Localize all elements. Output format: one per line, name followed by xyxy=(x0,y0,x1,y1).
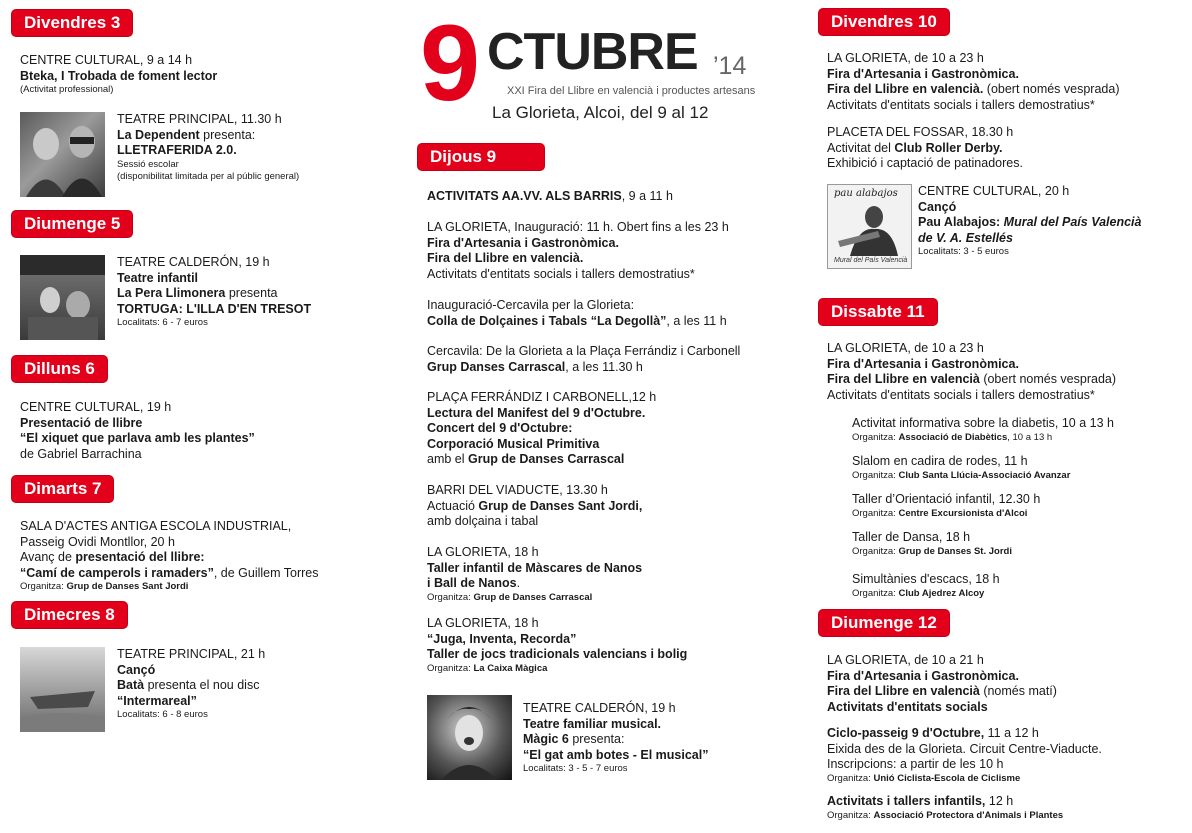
event-title: “El xiquet que parlava amb les plantes” xyxy=(20,431,255,445)
event-teatre-calderon-gat xyxy=(523,701,708,775)
event-title: Fira d'Artesania i Gastronòmica. xyxy=(827,668,1019,683)
event-teatre-calderon-tortuga xyxy=(117,255,311,329)
event-text: presenta xyxy=(225,286,278,300)
event-tallers-infantils xyxy=(827,794,1063,822)
event-centre-cultural-bteka xyxy=(20,53,217,96)
header-subtitle: XXI Fira del Llibre en valencià i productes artesans xyxy=(507,85,756,97)
event-title: “Camí de camperols i ramaders” xyxy=(20,565,214,580)
event-title: Colla de Dolçaines i Tabals “La Degollà” xyxy=(427,313,667,328)
event-text: Eixida des de la Glorieta. Circuit Centre-Viaducte. xyxy=(827,741,1102,756)
event-ciclo-passeig xyxy=(827,726,1102,785)
event-text: (només matí) xyxy=(979,684,1057,698)
organizer-name: Associació de Diabètics xyxy=(898,431,1008,443)
event-title: Fira del Llibre en valencià xyxy=(827,372,980,386)
organizer-label: Organitza: xyxy=(852,587,899,599)
event-text: (obert només vesprada) xyxy=(979,372,1117,386)
event-time: 12 h xyxy=(985,794,1014,808)
sub-event-title: Slalom en cadira de rodes, 11 h xyxy=(852,454,1028,468)
organizer-name: Grup de Danses St. Jordi xyxy=(898,545,1012,557)
people-photo-icon xyxy=(20,112,105,197)
day-tag-dijous-9: Dijous 9 xyxy=(418,144,544,170)
event-venue: LA GLORIETA, 18 h xyxy=(427,545,539,559)
photo-lletraferida xyxy=(20,112,105,197)
event-company: Batà xyxy=(117,678,145,692)
photo-intermareal xyxy=(20,647,105,732)
event-title: Grup Danses Carrascal xyxy=(427,359,566,374)
event-title: Fira d'Artesania i Gastronòmica. xyxy=(427,235,619,250)
event-glorieta-diumenge xyxy=(827,653,1057,715)
event-venue: TEATRE PRINCIPAL, 21 h xyxy=(117,647,266,661)
event-genre: Teatre infantil xyxy=(117,270,199,285)
event-time: 11 a 12 h xyxy=(984,726,1039,740)
event-company: Club Roller Derby. xyxy=(894,140,1003,155)
event-genre: Teatre familiar musical. xyxy=(523,716,662,731)
event-taller-nanos xyxy=(427,545,642,604)
event-company: La Pera Llimonera xyxy=(117,286,226,300)
day-tag-dissabte-11: Dissabte 11 xyxy=(819,299,937,325)
event-time: , 9 a 11 h xyxy=(621,189,673,203)
event-note: (Activitat professional) xyxy=(20,84,114,95)
event-juga-inventa xyxy=(427,616,687,675)
event-company: Grup de Danses Sant Jordi, xyxy=(478,498,643,513)
organizer-name: La Caixa Màgica xyxy=(473,662,548,674)
event-title: Fira del Llibre en valencià xyxy=(827,684,980,698)
event-venue: PLAÇA FERRÁNDIZ I CARBONELL,12 h xyxy=(427,390,657,404)
event-title: TORTUGA: L'ILLA D'EN TRESOT xyxy=(117,301,312,316)
event-venue: LA GLORIETA, Inauguració: 11 h. Obert fins a les 23 h xyxy=(427,220,729,234)
event-title: “Intermareal” xyxy=(117,693,197,708)
event-cercavila-glorieta xyxy=(427,298,727,329)
organizer-name: Grup de Danses Sant Jordi xyxy=(66,581,189,592)
day-tag-dilluns-6: Dilluns 6 xyxy=(12,356,107,382)
organizer-label: Organitza: xyxy=(20,581,67,592)
day-tag-dimarts-7: Dimarts 7 xyxy=(12,476,113,502)
sub-event-diabetis xyxy=(852,416,1114,444)
event-title: ACTIVITATS AA.VV. ALS BARRIS xyxy=(427,189,622,203)
event-author: , de Guillem Torres xyxy=(213,565,319,580)
event-title: Fira del Llibre en valencià. xyxy=(827,82,984,96)
event-text: . xyxy=(516,576,521,590)
event-activitats-barris xyxy=(427,189,673,205)
sub-event-title: Activitat informativa sobre la diabetis, 10 a 13 h xyxy=(852,416,1114,430)
event-centre-cultural-pau xyxy=(918,184,1141,258)
event-venue: TEATRE CALDERÓN, 19 h xyxy=(523,701,676,715)
sub-event-title: Simultànies d'escacs, 18 h xyxy=(852,572,1000,586)
event-venue: LA GLORIETA, de 10 a 21 h xyxy=(827,653,984,667)
event-title: Corporació Musical Primitiva xyxy=(427,436,600,451)
event-time: , a les 11 h xyxy=(666,313,727,328)
organizer-label: Organitza: xyxy=(827,809,874,821)
day-tag-dimecres-8: Dimecres 8 xyxy=(12,602,127,628)
boat-photo-icon xyxy=(20,647,105,732)
event-glorieta-divendres xyxy=(827,51,1120,113)
event-note: Localitats: 6 - 8 euros xyxy=(117,709,208,720)
organizer-name: Unió Ciclista-Escola de Ciclisme xyxy=(873,772,1021,784)
event-company: La Dependent xyxy=(117,127,200,142)
event-venue: PLACETA DEL FOSSAR, 18.30 h xyxy=(827,125,1014,139)
album-subtitle: Mural del País Valencià xyxy=(834,257,908,264)
event-text: (obert només vesprada) xyxy=(983,82,1120,96)
sub-event-dansa xyxy=(852,530,1012,558)
performer-photo-icon xyxy=(427,695,512,780)
event-genre: presentació del llibre: xyxy=(75,550,205,564)
event-title: de V. A. Estellés xyxy=(918,230,1013,245)
organizer-name: Grup de Danses Carrascal xyxy=(473,591,593,603)
organizer-name: Club Ajedrez Alcoy xyxy=(898,587,985,599)
photo-gat-amb-botes xyxy=(427,695,512,780)
event-title: LLETRAFERIDA 2.0. xyxy=(117,143,237,157)
event-note: Sessió escolar xyxy=(117,158,179,170)
event-text: amb el xyxy=(427,452,468,466)
event-text: Exhibició i captació de patinadores. xyxy=(827,156,1023,170)
header-place: La Glorieta, Alcoi, del 9 al 12 xyxy=(492,103,709,122)
logo-ctubre: CTUBRE xyxy=(487,23,698,81)
event-genre: Presentació de llibre xyxy=(20,415,143,430)
logo-year: ’14 xyxy=(713,52,747,80)
event-note: Localitats: 3 - 5 euros xyxy=(918,246,1009,257)
event-title: Fira d'Artesania i Gastronòmica. xyxy=(827,356,1019,371)
event-cercavila-placa xyxy=(427,344,740,375)
day-tag-diumenge-5: Diumenge 5 xyxy=(12,211,132,237)
event-title: Lectura del Manifest del 9 d'Octubre. xyxy=(427,405,646,420)
day-tag-diumenge-12: Diumenge 12 xyxy=(819,610,949,636)
event-title: Taller de jocs tradicionals valencians i bolig xyxy=(427,647,688,661)
event-note: Localitats: 6 - 7 euros xyxy=(117,317,208,328)
event-placa-ferrandiz xyxy=(427,390,656,468)
day-tag-divendres-10: Divendres 10 xyxy=(819,9,949,35)
event-text: Activitats d'entitats socials i tallers demostratius* xyxy=(427,266,695,281)
event-text: presenta: xyxy=(568,732,625,746)
event-title: Ciclo-passeig 9 d'Octubre, xyxy=(827,726,985,740)
sub-event-orientacio xyxy=(852,492,1040,520)
photo-pau-alabajos xyxy=(827,184,912,269)
event-time: , a les 11.30 h xyxy=(565,359,643,374)
event-venue: LA GLORIETA, 18 h xyxy=(427,616,539,630)
event-venue: CENTRE CULTURAL, 19 h xyxy=(20,400,172,414)
sub-event-title: Taller de Dansa, 18 h xyxy=(852,530,971,544)
event-placeta-fossar xyxy=(827,125,1023,172)
event-venue-line2: Passeig Ovidi Montllor, 20 h xyxy=(20,534,175,549)
logo-nine: 9 xyxy=(420,2,481,123)
event-title: Taller infantil de Màscares de Nanos xyxy=(427,560,643,575)
organizer-label: Organitza: xyxy=(427,591,474,603)
event-text: presenta: xyxy=(199,127,256,142)
album-title: pau alabajos xyxy=(834,188,898,199)
event-text: Inscripcions: a partir de les 10 h xyxy=(827,757,1004,771)
sub-event-escacs xyxy=(852,572,1000,600)
event-title: Concert del 9 d'Octubre: xyxy=(427,421,573,435)
event-genre: Cançó xyxy=(918,199,957,214)
event-genre: Cançó xyxy=(117,662,156,677)
event-venue: CENTRE CULTURAL, 20 h xyxy=(918,184,1070,198)
event-title: Bteka, I Trobada de foment lector xyxy=(20,68,218,83)
day-tag-divendres-3: Divendres 3 xyxy=(12,10,132,36)
sub-event-slalom xyxy=(852,454,1070,482)
event-title: “El gat amb botes - El musical” xyxy=(523,747,709,762)
event-company: Pau Alabajos: xyxy=(918,215,1004,229)
event-venue: LA GLORIETA, de 10 a 23 h xyxy=(827,341,984,355)
event-glorieta-dissabte xyxy=(827,341,1116,403)
event-text: Actuació xyxy=(427,498,479,513)
event-text: Activitats d'entitats socials i tallers demostratius* xyxy=(827,387,1095,402)
sub-event-title: Taller d’Orientació infantil, 12.30 h xyxy=(852,492,1041,506)
event-venue: BARRI DEL VIADUCTE, 13.30 h xyxy=(427,483,608,497)
organizer-label: Organitza: xyxy=(852,469,899,481)
event-venue: CENTRE CULTURAL, 9 a 14 h xyxy=(20,53,193,67)
event-note: Localitats: 3 - 5 - 7 euros xyxy=(523,763,628,774)
event-barri-viaducte xyxy=(427,483,642,530)
event-venue: TEATRE CALDERÓN, 19 h xyxy=(117,255,270,269)
event-text: Activitat del xyxy=(827,140,895,155)
event-author: de Gabriel Barrachina xyxy=(20,446,142,461)
event-venue: Cercavila: De la Glorieta a la Plaça Ferrándiz i Carbonell xyxy=(427,344,741,358)
organizer-label: Organitza: xyxy=(427,662,474,674)
event-sala-actes xyxy=(20,519,319,593)
event-glorieta-inauguracio xyxy=(427,220,729,282)
event-venue: Inauguració-Cercavila per la Glorieta: xyxy=(427,298,635,312)
event-venue: TEATRE PRINCIPAL, 11.30 h xyxy=(117,112,282,126)
event-company: Màgic 6 xyxy=(523,732,569,746)
organizer-label: Organitza: xyxy=(852,431,899,443)
event-company: Grup de Danses Carrascal xyxy=(468,452,625,466)
organizer-name: Club Santa Llúcia-Associació Avanzar xyxy=(898,469,1071,481)
event-centre-cultural-llibre xyxy=(20,400,255,462)
organizer-label: Organitza: xyxy=(827,772,874,784)
event-teatre-principal-bata xyxy=(117,647,265,721)
organizer-name: Centre Excursionista d'Alcoi xyxy=(898,507,1028,519)
event-venue: SALA D'ACTES ANTIGA ESCOLA INDUSTRIAL, xyxy=(20,519,292,533)
organizer-label: Organitza: xyxy=(852,507,899,519)
singer-photo-icon xyxy=(828,201,911,256)
photo-tortuga xyxy=(20,255,105,340)
event-teatre-principal-lletraferida xyxy=(117,112,299,183)
event-title: Fira del Llibre en valencià. xyxy=(427,251,584,265)
event-text: Activitats d'entitats socials i tallers demostratius* xyxy=(827,97,1095,112)
event-note: (disponibilitat limitada per al públic general) xyxy=(117,170,300,182)
organizer-label: Organitza: xyxy=(852,545,899,557)
organizer-time: , 10 a 13 h xyxy=(1007,431,1053,443)
event-text: amb dolçaina i tabal xyxy=(427,514,539,528)
event-title: Fira d'Artesania i Gastronòmica. xyxy=(827,66,1019,81)
event-venue: LA GLORIETA, de 10 a 23 h xyxy=(827,51,984,65)
event-text: presenta el nou disc xyxy=(144,678,260,692)
organizer-name: Associació Protectora d'Animals i Plantes xyxy=(873,809,1064,821)
event-title: “Juga, Inventa, Recorda” xyxy=(427,631,577,646)
theatre-photo-icon xyxy=(20,255,105,340)
event-title: Activitats d'entitats socials xyxy=(827,699,988,714)
event-text: Avanç de xyxy=(20,550,76,564)
event-title: i Ball de Nanos xyxy=(427,576,517,590)
event-title: Activitats i tallers infantils, xyxy=(827,794,986,808)
event-title: Mural del País Valencià xyxy=(1003,215,1142,229)
